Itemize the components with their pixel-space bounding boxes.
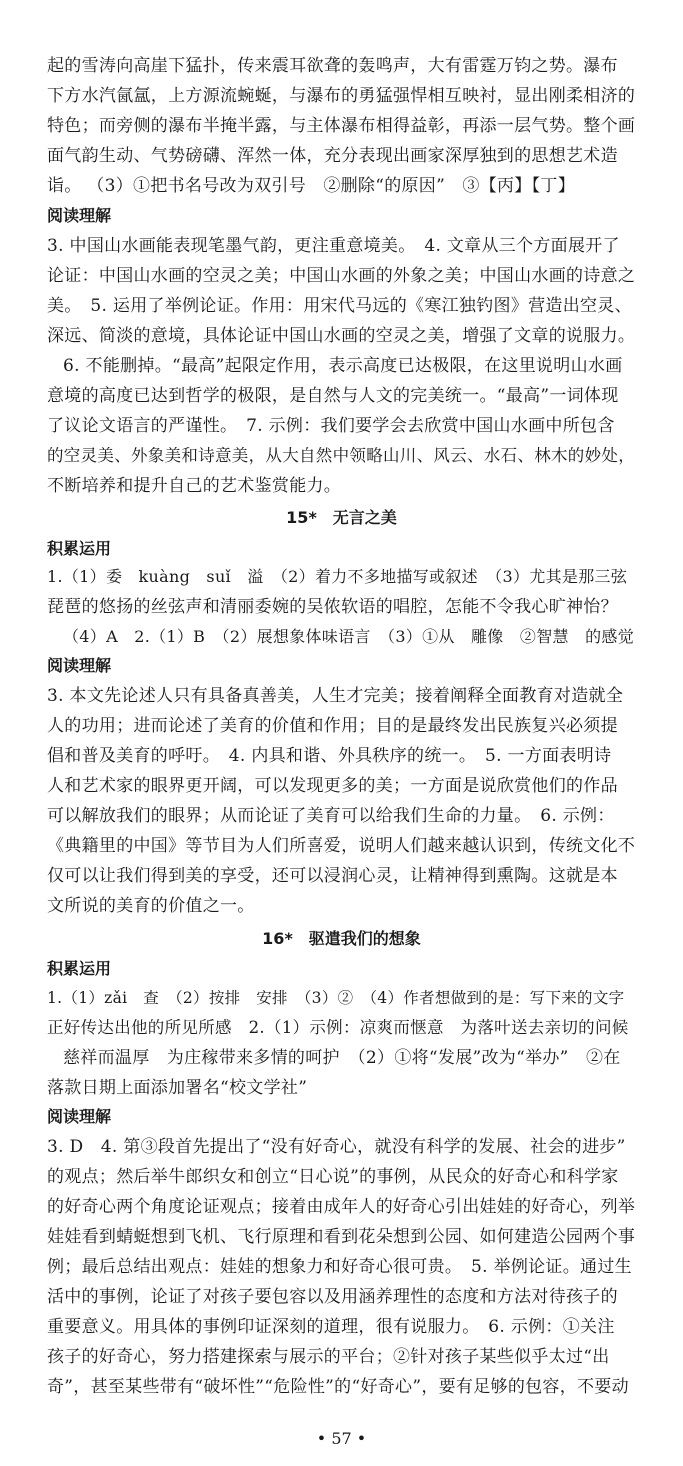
text-line: （4）A 2.（1）B （2）展想象体味语言 （3）①从 雕像 ②智慧 的感觉: [63, 627, 634, 646]
text-line: 3. 中国山水画能表现笔墨气韵，更注重意境美。 4. 文章从三个方面展开了: [47, 236, 620, 256]
text-line: 娃娃看到蜻蜓想到飞机、飞行原理和看到花朵想到公园、如何建造公园两个事: [47, 1227, 636, 1247]
text-line: 可以解放我们的眼界；从而论证了美育可以给我们生命的力量。 6. 示例：: [47, 806, 615, 826]
text-line: 起的雪涛向高崖下猛扑，传来震耳欲聋的轰鸣声，大有雷霆万钧之势。瀑布: [47, 56, 618, 76]
lesson-title-15: 15* 无言之美: [286, 508, 397, 527]
text-line: 论证：中国山水画的空灵之美；中国山水画的外象之美；中国山水画的诗意之: [47, 266, 636, 286]
text-line: 慈祥而温厚 为庄稼带来多情的呵护 （2）①将“发展”改为“举办” ②在: [63, 1048, 621, 1068]
text-line: 深远、简淡的意境，具体论证中国山水画的空灵之美，增强了文章的说服力。: [47, 326, 636, 346]
text-line: 人的功用；进而论述了美育的价值和作用；目的是最终发出民族复兴必须提: [47, 716, 618, 736]
lesson-title-16: 16* 驱遣我们的想象: [262, 929, 421, 948]
text-line: 6. 不能删掉。“最高”起限定作用，表示高度已达极限，在这里说明山水画: [63, 356, 623, 376]
section-heading-reading: 阅读理解: [47, 656, 112, 675]
text-line: 活中的事例，论证了对孩子要包容以及用涵养理性的态度和方法对待孩子的: [47, 1287, 618, 1307]
text-line: 正好传达出他的所见所感 2.（1）示例：凉爽而惬意 为落叶送去亲切的问候: [47, 1018, 629, 1037]
text-line: 人和艺术家的眼界更开阔，可以发现更多的美；一方面是说欣赏他们的作品: [47, 776, 618, 796]
text-line: 美。 5. 运用了举例论证。作用：用宋代马远的《寒江独钓图》营造出空灵、: [47, 296, 632, 316]
section-heading-reading: 阅读理解: [47, 206, 112, 225]
text-line: 孩子的好奇心，努力搭建探索与展示的平台；②针对孩子某些似乎太过“出: [47, 1347, 610, 1367]
text-line: 例；最后总结出观点：娃娃的想象力和好奇心很可贵。 5. 举例论证。通过生: [47, 1257, 632, 1277]
section-heading-accumulation: 积累运用: [47, 539, 112, 558]
text-line: 1.（1）zǎi 查 （2）按排 安排 （3）② （4）作者想做到的是：写下来的文字: [47, 989, 625, 1007]
text-line: 重要意义。用具体的事例印证深刻的道理，很有说服力。 6. 示例：①关注: [47, 1317, 615, 1337]
text-line: 《典籍里的中国》等节目为人们所喜爱，说明人们越来越认识到，传统文化不: [47, 836, 636, 856]
text-line: 奇”，甚至某些带有“破坏性”“危险性”的“好奇心”，要有足够的包容，不要动: [47, 1377, 629, 1397]
text-line: 面气韵生动、气势磅礴、浑然一体，充分表现出画家深厚独到的思想艺术造: [47, 146, 618, 166]
text-line: 特色；而旁侧的瀑布半掩半露，与主体瀑布相得益彰，再添一层气势。整个画: [47, 116, 636, 136]
text-line: 的好奇心两个角度论证观点；接着由成年人的好奇心引出娃娃的好奇心，列举: [47, 1197, 636, 1217]
text-line: 下方水汽氤氲，上方源流蜿蜒，与瀑布的勇猛强悍相互映衬，显出刚柔相济的: [47, 86, 636, 106]
text-line: 落款日期上面添加署名“校文学社”: [47, 1078, 308, 1098]
text-line: 3. D 4. 第③段首先提出了“没有好奇心，就没有科学的发展、社会的进步”: [47, 1137, 626, 1157]
text-line: 仅可以让我们得到美的享受，还可以浸润心灵，让精神得到熏陶。这就是本: [47, 866, 618, 886]
text-line: 3. 本文先论述人只有具备真善美，人生才完美；接着阐释全面教育对造就全: [47, 686, 624, 706]
text-line: 不断培养和提升自己的艺术鉴赏能力。: [47, 476, 342, 496]
page-number: • 57 •: [316, 1429, 367, 1448]
text-line: 1.（1）委 kuàng suǐ 溢 （2）着力不多地描写或叙述 （3）尤其是那三弦: [47, 567, 628, 586]
text-line: 文所说的美育的价值之一。: [47, 896, 255, 916]
section-heading-accumulation: 积累运用: [47, 959, 112, 978]
text-line: 意境的高度已达到哲学的极限，是自然与人文的完美统一。“最高”一词体现: [47, 386, 619, 406]
text-line: 琵琶的悠扬的丝弦声和清丽委婉的吴侬软语的唱腔，怎能不令我心旷神怡？: [47, 597, 618, 617]
text-line: 的观点；然后举牛郎织女和创立“日心说”的事例，从民众的好奇心和科学家: [47, 1167, 619, 1187]
section-heading-reading: 阅读理解: [47, 1107, 112, 1126]
text-line: 了议论文语言的严谨性。 7. 示例：我们要学会去欣赏中国山水画中所包含: [47, 416, 615, 436]
text-line: 的空灵美、外象美和诗意美，从大自然中领略山川、风云、水石、林木的妙处，: [47, 446, 635, 465]
text-line: 倡和普及美育的呼吁。 4. 内具和谐、外具秩序的统一。 5. 一方面表明诗: [47, 746, 612, 766]
text-line: 诣。 （3）①把书名号改为双引号 ②删除“的原因” ③【丙】【丁】: [47, 176, 575, 196]
